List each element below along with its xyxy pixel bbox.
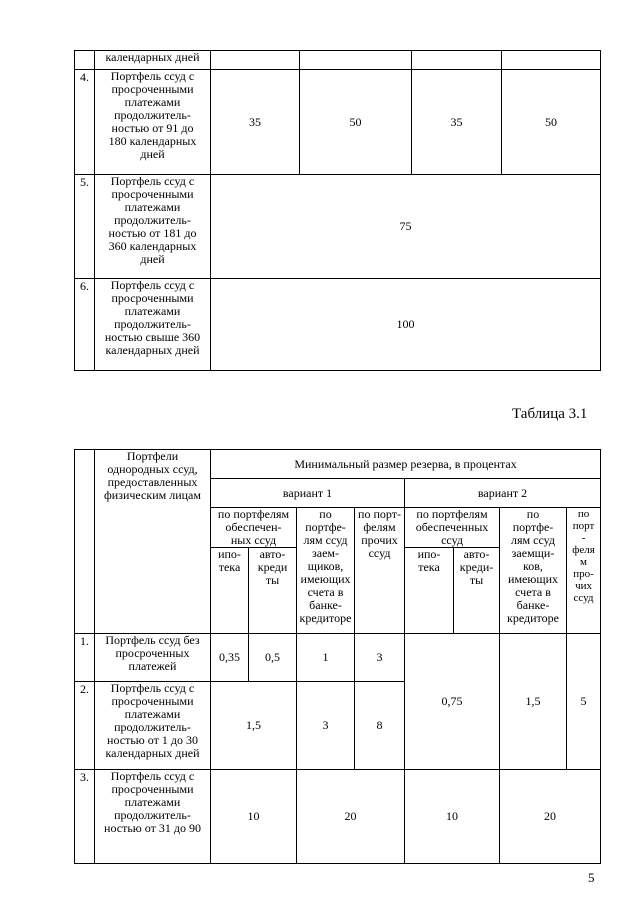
header-v1-auto: авто- креди ты xyxy=(249,548,297,634)
table-row xyxy=(75,634,601,682)
cell-value: 75 xyxy=(211,175,601,279)
reserve-table-3-1 xyxy=(74,449,601,864)
cell-value: 0,75 xyxy=(405,634,500,770)
row-number: 6. xyxy=(75,279,95,371)
cell-value xyxy=(300,51,412,70)
header-v2-secured: по портфелям обеспеченных ссуд xyxy=(405,508,500,548)
header-variant-1: вариант 1 xyxy=(211,479,405,508)
cell-value: 35 xyxy=(211,70,300,175)
cell-value: 10 xyxy=(405,770,500,864)
page-number: 5 xyxy=(588,870,595,885)
row-label: Портфель ссуд с просроченными платежами продолжитель- ностью от 31 до 90 xyxy=(95,770,211,864)
header-v1-other: по порт- фелям прочих ссуд xyxy=(355,508,405,634)
cell-value: 1,5 xyxy=(211,682,297,770)
row-label: Портфель ссуд с просроченными платежами продолжитель- ностью свыше 360 календарных дней xyxy=(95,279,211,371)
row-number: 3. xyxy=(75,770,95,864)
row-label: Портфель ссуд с просроченными платежами продолжитель- ностью от 91 до 180 календарных дней xyxy=(95,70,211,175)
row-number: 1. xyxy=(75,634,95,682)
table-row xyxy=(75,770,601,864)
header-row xyxy=(75,450,601,479)
cell-value: 100 xyxy=(211,279,601,371)
row-number: 4. xyxy=(75,70,95,175)
table-caption: Таблица 3.1 xyxy=(512,406,588,422)
cell-value: 20 xyxy=(500,770,601,864)
table-row xyxy=(75,175,601,279)
header-v1-secured: по портфелям обеспечен- ных ссуд xyxy=(211,508,297,548)
cell-value: 35 xyxy=(412,70,502,175)
header-min-reserve: Минимальный размер резерва, в процентах xyxy=(211,450,601,479)
cell-value: 50 xyxy=(300,70,412,175)
table-row xyxy=(75,279,601,371)
cell-value: 8 xyxy=(355,682,405,770)
header-portfolio: Портфели однородных ссуд, предоставленных физическим лицам xyxy=(95,450,211,634)
cell-value: 0,35 xyxy=(211,634,249,682)
cell-value: 5 xyxy=(567,634,601,770)
row-number: 2. xyxy=(75,682,95,770)
row-number: 5. xyxy=(75,175,95,279)
header-v2-borrowers: по портфе- лям ссуд заемщи- ков, имеющих счета в банке- кредиторе xyxy=(500,508,567,634)
header-v1-borrowers: по портфе- лям ссуд заем- щиков, имеющих счета в банке- кредиторе xyxy=(297,508,355,634)
table-row xyxy=(75,51,601,70)
cell-value xyxy=(211,51,300,70)
header-variant-2: вариант 2 xyxy=(405,479,601,508)
row-number xyxy=(75,51,95,70)
cell-value: 1,5 xyxy=(500,634,567,770)
header-v2-other: по порт - феля м про- чих ссуд xyxy=(567,508,601,634)
cell-value: 1 xyxy=(297,634,355,682)
cell-value: 10 xyxy=(211,770,297,864)
row-label: Портфель ссуд с просроченными платежами продолжитель- ностью от 181 до 360 календарных дней xyxy=(95,175,211,279)
row-label: Портфель ссуд без просроченных платежей xyxy=(95,634,211,682)
cell-value: 3 xyxy=(297,682,355,770)
cell-value: 0,5 xyxy=(249,634,297,682)
cell-value: 50 xyxy=(502,70,601,175)
cell-value xyxy=(412,51,502,70)
table-row xyxy=(75,70,601,175)
header-v2-auto: авто- креди- ты xyxy=(454,548,500,634)
cell-value: 20 xyxy=(297,770,405,864)
reserve-table-continued xyxy=(74,50,601,371)
cell-value xyxy=(502,51,601,70)
cell-value: 3 xyxy=(355,634,405,682)
row-label: календарных дней xyxy=(95,51,211,70)
header-v2-mortgage: ипо- тека xyxy=(405,548,454,634)
header-blank xyxy=(75,450,95,634)
row-label: Портфель ссуд с просроченными платежами продолжитель- ностью от 1 до 30 календарных дней xyxy=(95,682,211,770)
header-v1-mortgage: ипо- тека xyxy=(211,548,249,634)
